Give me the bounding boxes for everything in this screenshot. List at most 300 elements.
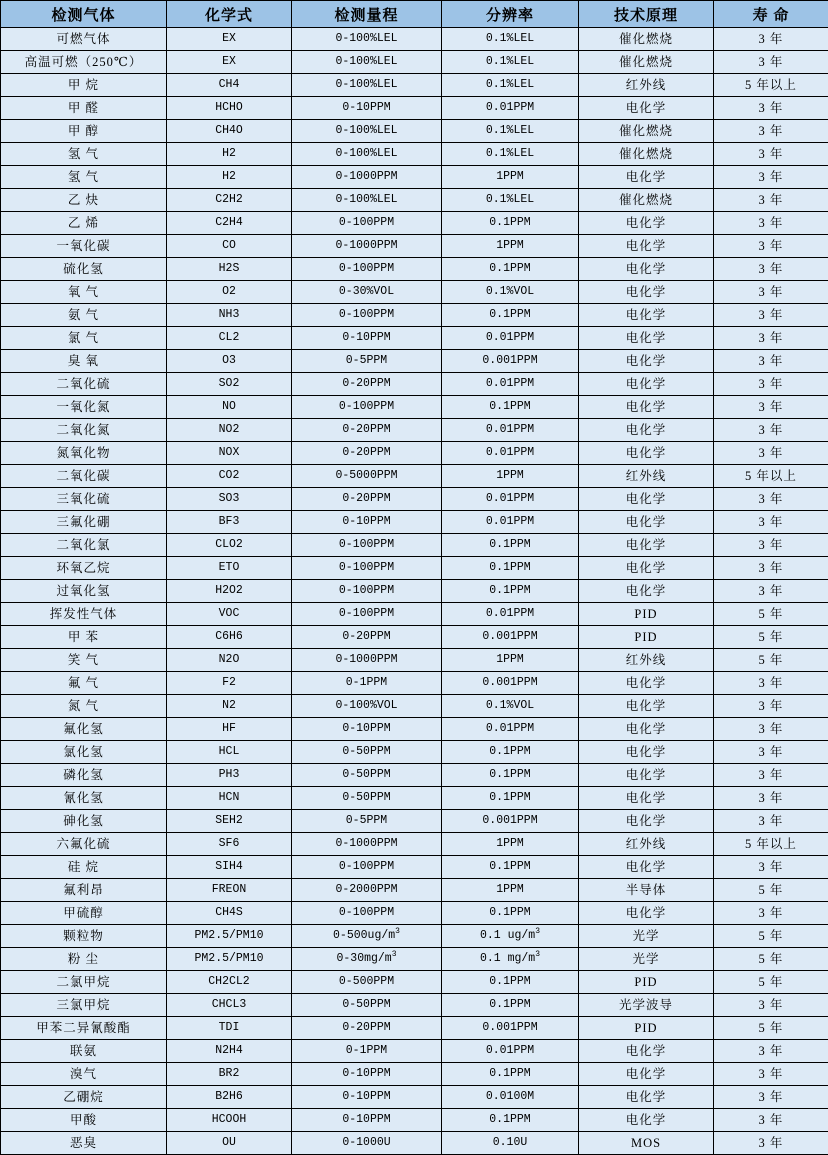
cell-resolution: 0.01PPM: [442, 419, 579, 442]
cell-technology: 电化学: [579, 856, 714, 879]
cell-gas-name: 笑 气: [1, 649, 167, 672]
table-row: [1, 741, 828, 764]
cell-chemical-formula: NH3: [167, 304, 292, 327]
cell-gas-name: 氟化氢: [1, 718, 167, 741]
cell-measuring-range: 0-100%LEL: [292, 74, 442, 97]
cell-technology: PID: [579, 1017, 714, 1040]
cell-gas-name: 三氧化硫: [1, 488, 167, 511]
cell-gas-name: 联氨: [1, 1040, 167, 1063]
cell-chemical-formula: CH4S: [167, 902, 292, 925]
cell-resolution: 0.01PPM: [442, 373, 579, 396]
cell-measuring-range: 0-10PPM: [292, 511, 442, 534]
table-row: [1, 1040, 828, 1063]
cell-lifespan: 3 年: [714, 764, 828, 787]
cell-technology: 电化学: [579, 718, 714, 741]
cell-measuring-range: 0-30%VOL: [292, 281, 442, 304]
cell-measuring-range: 0-20PPM: [292, 626, 442, 649]
cell-gas-name: 砷化氢: [1, 810, 167, 833]
cell-gas-name: 恶臭: [1, 1132, 167, 1155]
cell-gas-name: 臭 氧: [1, 350, 167, 373]
table-row: [1, 580, 828, 603]
cell-measuring-range: 0-20PPM: [292, 488, 442, 511]
cell-resolution: 0.001PPM: [442, 810, 579, 833]
cell-resolution: 0.1%LEL: [442, 189, 579, 212]
cell-chemical-formula: FREON: [167, 879, 292, 902]
cell-chemical-formula: CO: [167, 235, 292, 258]
cell-gas-name: 六氟化硫: [1, 833, 167, 856]
cell-resolution: 1PPM: [442, 649, 579, 672]
cell-resolution: 0.1%VOL: [442, 281, 579, 304]
cell-lifespan: 5 年: [714, 971, 828, 994]
cell-technology: 电化学: [579, 396, 714, 419]
cell-gas-name: 乙 炔: [1, 189, 167, 212]
cell-resolution: 0.1PPM: [442, 1063, 579, 1086]
cell-gas-name: 粉 尘: [1, 948, 167, 971]
cell-chemical-formula: O2: [167, 281, 292, 304]
cell-measuring-range: 0-100%LEL: [292, 143, 442, 166]
table-row: [1, 258, 828, 281]
table-row: [1, 281, 828, 304]
table-row: [1, 396, 828, 419]
cell-lifespan: 3 年: [714, 557, 828, 580]
cell-measuring-range: 0-10PPM: [292, 718, 442, 741]
cell-chemical-formula: NO: [167, 396, 292, 419]
cell-gas-name: 溴气: [1, 1063, 167, 1086]
cell-chemical-formula: CHCL3: [167, 994, 292, 1017]
cell-resolution: 0.1%LEL: [442, 28, 579, 51]
table-row: [1, 925, 828, 948]
cell-measuring-range: 0-5000PPM: [292, 465, 442, 488]
cell-resolution: 0.01PPM: [442, 511, 579, 534]
cell-measuring-range: 0-100PPM: [292, 902, 442, 925]
cell-measuring-range: 0-1000PPM: [292, 649, 442, 672]
cell-chemical-formula: VOC: [167, 603, 292, 626]
cell-technology: 电化学: [579, 810, 714, 833]
cell-gas-name: 二氧化氯: [1, 534, 167, 557]
cell-gas-name: 甲酸: [1, 1109, 167, 1132]
cell-resolution: 0.1 $mg/m^3$: [442, 948, 579, 971]
cell-chemical-formula: H2: [167, 143, 292, 166]
table-row: [1, 810, 828, 833]
cell-measuring-range: 0-100PPM: [292, 557, 442, 580]
cell-chemical-formula: PM2.5/PM10: [167, 925, 292, 948]
cell-measuring-range: 0-5PPM: [292, 810, 442, 833]
cell-resolution: 0.001PPM: [442, 626, 579, 649]
cell-measuring-range: 0-20PPM: [292, 373, 442, 396]
table-row: [1, 350, 828, 373]
cell-lifespan: 3 年: [714, 327, 828, 350]
cell-gas-name: 氨 气: [1, 304, 167, 327]
cell-resolution: 0.1%LEL: [442, 74, 579, 97]
cell-lifespan: 3 年: [714, 396, 828, 419]
cell-lifespan: 3 年: [714, 580, 828, 603]
table-header-row: [1, 1, 828, 28]
cell-chemical-formula: CH2CL2: [167, 971, 292, 994]
cell-measuring-range: 0-100PPM: [292, 603, 442, 626]
cell-technology: 红外线: [579, 649, 714, 672]
cell-gas-name: 颗粒物: [1, 925, 167, 948]
table-row: [1, 304, 828, 327]
cell-lifespan: 3 年: [714, 534, 828, 557]
cell-measuring-range: 0-500PPM: [292, 971, 442, 994]
cell-lifespan: 3 年: [714, 718, 828, 741]
table-row: [1, 833, 828, 856]
cell-resolution: 1PPM: [442, 465, 579, 488]
cell-technology: PID: [579, 971, 714, 994]
cell-resolution: 1PPM: [442, 833, 579, 856]
table-row: [1, 1132, 828, 1155]
cell-technology: 电化学: [579, 764, 714, 787]
cell-lifespan: 3 年: [714, 350, 828, 373]
cell-resolution: 0.1PPM: [442, 1109, 579, 1132]
cell-measuring-range: 0-20PPM: [292, 1017, 442, 1040]
cell-technology: 电化学: [579, 695, 714, 718]
cell-chemical-formula: CO2: [167, 465, 292, 488]
cell-resolution: 0.01PPM: [442, 488, 579, 511]
cell-lifespan: 3 年: [714, 235, 828, 258]
cell-measuring-range: 0-50PPM: [292, 741, 442, 764]
table-row: [1, 994, 828, 1017]
table-row: [1, 212, 828, 235]
cell-measuring-range: 0-50PPM: [292, 994, 442, 1017]
cell-resolution: 0.1PPM: [442, 534, 579, 557]
cell-resolution: 0.1PPM: [442, 856, 579, 879]
table-row: [1, 120, 828, 143]
cell-technology: 电化学: [579, 442, 714, 465]
cell-lifespan: 3 年: [714, 304, 828, 327]
cell-measuring-range: 0-20PPM: [292, 442, 442, 465]
cell-technology: PID: [579, 603, 714, 626]
cell-gas-name: 氰化氢: [1, 787, 167, 810]
cell-resolution: 0.1PPM: [442, 764, 579, 787]
cell-measuring-range: $0-500ug/m^3$: [292, 925, 442, 948]
cell-lifespan: 3 年: [714, 488, 828, 511]
cell-resolution: 0.1PPM: [442, 212, 579, 235]
cell-measuring-range: 0-100PPM: [292, 258, 442, 281]
cell-technology: PID: [579, 626, 714, 649]
table-row: [1, 764, 828, 787]
table-row: [1, 534, 828, 557]
cell-measuring-range: 0-1000U: [292, 1132, 442, 1155]
cell-gas-name: 氮氧化物: [1, 442, 167, 465]
cell-gas-name: 硅 烷: [1, 856, 167, 879]
cell-measuring-range: 0-100PPM: [292, 534, 442, 557]
cell-lifespan: 3 年: [714, 258, 828, 281]
cell-gas-name: 二氧化氮: [1, 419, 167, 442]
cell-resolution: 0.01PPM: [442, 327, 579, 350]
cell-measuring-range: 0-100PPM: [292, 856, 442, 879]
cell-measuring-range: 0-50PPM: [292, 764, 442, 787]
cell-lifespan: 3 年: [714, 1109, 828, 1132]
cell-resolution: 0.001PPM: [442, 672, 579, 695]
cell-measuring-range: 0-10PPM: [292, 1063, 442, 1086]
table-row: [1, 971, 828, 994]
cell-gas-name: 氯 气: [1, 327, 167, 350]
cell-resolution: 0.1%LEL: [442, 51, 579, 74]
cell-chemical-formula: TDI: [167, 1017, 292, 1040]
cell-chemical-formula: NOX: [167, 442, 292, 465]
cell-technology: 电化学: [579, 1063, 714, 1086]
cell-resolution: 0.1PPM: [442, 971, 579, 994]
cell-technology: 催化燃烧: [579, 189, 714, 212]
table-row: [1, 419, 828, 442]
cell-measuring-range: 0-100%LEL: [292, 189, 442, 212]
cell-chemical-formula: EX: [167, 28, 292, 51]
cell-technology: 电化学: [579, 534, 714, 557]
cell-technology: 电化学: [579, 304, 714, 327]
column-header-technology: 技术原理: [579, 1, 714, 28]
cell-lifespan: 3 年: [714, 810, 828, 833]
cell-gas-name: 高温可燃（250℃）: [1, 51, 167, 74]
cell-lifespan: 3 年: [714, 143, 828, 166]
cell-chemical-formula: SIH4: [167, 856, 292, 879]
cell-lifespan: 3 年: [714, 97, 828, 120]
cell-technology: 电化学: [579, 580, 714, 603]
table-row: [1, 626, 828, 649]
cell-resolution: 0.1PPM: [442, 258, 579, 281]
cell-gas-name: 一氧化碳: [1, 235, 167, 258]
cell-chemical-formula: HCOOH: [167, 1109, 292, 1132]
cell-lifespan: 5 年: [714, 1017, 828, 1040]
table-row: [1, 603, 828, 626]
cell-technology: 电化学: [579, 1109, 714, 1132]
cell-lifespan: 3 年: [714, 281, 828, 304]
cell-resolution: 1PPM: [442, 879, 579, 902]
cell-lifespan: 5 年: [714, 948, 828, 971]
cell-chemical-formula: N2O: [167, 649, 292, 672]
cell-lifespan: 3 年: [714, 741, 828, 764]
cell-resolution: 0.01PPM: [442, 1040, 579, 1063]
cell-resolution: 0.0100M: [442, 1086, 579, 1109]
cell-measuring-range: 0-50PPM: [292, 787, 442, 810]
cell-chemical-formula: N2H4: [167, 1040, 292, 1063]
table-row: [1, 672, 828, 695]
column-header-measuring-range: 检测量程: [292, 1, 442, 28]
cell-chemical-formula: BF3: [167, 511, 292, 534]
cell-technology: 电化学: [579, 373, 714, 396]
cell-technology: 光学: [579, 925, 714, 948]
cell-chemical-formula: HF: [167, 718, 292, 741]
cell-technology: 电化学: [579, 557, 714, 580]
cell-gas-name: 可燃气体: [1, 28, 167, 51]
cell-measuring-range: 0-100PPM: [292, 212, 442, 235]
table-row: [1, 442, 828, 465]
cell-gas-name: 环氧乙烷: [1, 557, 167, 580]
cell-technology: MOS: [579, 1132, 714, 1155]
cell-lifespan: 3 年: [714, 1086, 828, 1109]
cell-technology: 催化燃烧: [579, 120, 714, 143]
cell-lifespan: 3 年: [714, 1040, 828, 1063]
cell-lifespan: 3 年: [714, 672, 828, 695]
cell-lifespan: 5 年: [714, 603, 828, 626]
cell-chemical-formula: PM2.5/PM10: [167, 948, 292, 971]
cell-technology: 电化学: [579, 488, 714, 511]
cell-resolution: 1PPM: [442, 166, 579, 189]
table-row: [1, 1109, 828, 1132]
cell-lifespan: 3 年: [714, 373, 828, 396]
cell-chemical-formula: B2H6: [167, 1086, 292, 1109]
cell-resolution: 0.1%VOL: [442, 695, 579, 718]
cell-resolution: 1PPM: [442, 235, 579, 258]
column-header-resolution: 分辨率: [442, 1, 579, 28]
cell-technology: 电化学: [579, 741, 714, 764]
cell-gas-name: 二氧化硫: [1, 373, 167, 396]
cell-technology: 电化学: [579, 97, 714, 120]
cell-chemical-formula: H2S: [167, 258, 292, 281]
cell-measuring-range: 0-100PPM: [292, 304, 442, 327]
table-row: [1, 1086, 828, 1109]
cell-measuring-range: 0-10PPM: [292, 1086, 442, 1109]
cell-lifespan: 3 年: [714, 51, 828, 74]
cell-resolution: 0.1PPM: [442, 902, 579, 925]
table-row: [1, 718, 828, 741]
cell-measuring-range: 0-5PPM: [292, 350, 442, 373]
cell-chemical-formula: PH3: [167, 764, 292, 787]
table-row: [1, 74, 828, 97]
cell-lifespan: 3 年: [714, 189, 828, 212]
cell-lifespan: 3 年: [714, 442, 828, 465]
cell-lifespan: 5 年: [714, 925, 828, 948]
cell-gas-name: 甲硫醇: [1, 902, 167, 925]
cell-gas-name: 三氟化硼: [1, 511, 167, 534]
table-row: [1, 51, 828, 74]
cell-gas-name: 甲苯二异氰酸酯: [1, 1017, 167, 1040]
table-row: [1, 695, 828, 718]
cell-measuring-range: 0-10PPM: [292, 97, 442, 120]
cell-technology: 催化燃烧: [579, 28, 714, 51]
cell-measuring-range: 0-20PPM: [292, 419, 442, 442]
cell-lifespan: 5 年以上: [714, 833, 828, 856]
cell-gas-name: 甲 醇: [1, 120, 167, 143]
table-row: [1, 511, 828, 534]
cell-chemical-formula: BR2: [167, 1063, 292, 1086]
cell-resolution: 0.001PPM: [442, 1017, 579, 1040]
cell-lifespan: 3 年: [714, 787, 828, 810]
table-row: [1, 28, 828, 51]
cell-chemical-formula: ETO: [167, 557, 292, 580]
cell-lifespan: 5 年以上: [714, 74, 828, 97]
cell-chemical-formula: SEH2: [167, 810, 292, 833]
cell-lifespan: 3 年: [714, 419, 828, 442]
cell-chemical-formula: N2: [167, 695, 292, 718]
cell-technology: 电化学: [579, 787, 714, 810]
cell-measuring-range: 0-1000PPM: [292, 833, 442, 856]
cell-chemical-formula: O3: [167, 350, 292, 373]
cell-chemical-formula: CL2: [167, 327, 292, 350]
cell-chemical-formula: F2: [167, 672, 292, 695]
cell-chemical-formula: H2O2: [167, 580, 292, 603]
table-row: [1, 1063, 828, 1086]
cell-measuring-range: 0-1000PPM: [292, 166, 442, 189]
cell-technology: 电化学: [579, 350, 714, 373]
cell-gas-name: 甲 醛: [1, 97, 167, 120]
cell-lifespan: 3 年: [714, 695, 828, 718]
cell-lifespan: 5 年: [714, 649, 828, 672]
cell-gas-name: 二氯甲烷: [1, 971, 167, 994]
cell-gas-name: 氢 气: [1, 166, 167, 189]
table-row: [1, 143, 828, 166]
cell-measuring-range: 0-100%LEL: [292, 51, 442, 74]
table-row: [1, 557, 828, 580]
cell-chemical-formula: CH4: [167, 74, 292, 97]
cell-technology: 红外线: [579, 833, 714, 856]
cell-lifespan: 5 年: [714, 626, 828, 649]
cell-lifespan: 5 年以上: [714, 465, 828, 488]
cell-chemical-formula: HCHO: [167, 97, 292, 120]
cell-technology: 电化学: [579, 327, 714, 350]
cell-resolution: 0.1%LEL: [442, 143, 579, 166]
cell-technology: 光学波导: [579, 994, 714, 1017]
cell-chemical-formula: CLO2: [167, 534, 292, 557]
cell-technology: 光学: [579, 948, 714, 971]
cell-resolution: 0.1PPM: [442, 396, 579, 419]
cell-resolution: 0.1PPM: [442, 580, 579, 603]
cell-gas-name: 挥发性气体: [1, 603, 167, 626]
cell-resolution: 0.1PPM: [442, 557, 579, 580]
cell-lifespan: 3 年: [714, 212, 828, 235]
cell-measuring-range: 0-10PPM: [292, 327, 442, 350]
table-row: [1, 235, 828, 258]
cell-measuring-range: 0-2000PPM: [292, 879, 442, 902]
cell-lifespan: 3 年: [714, 120, 828, 143]
cell-lifespan: 3 年: [714, 856, 828, 879]
cell-resolution: 0.01PPM: [442, 718, 579, 741]
table-row: [1, 879, 828, 902]
cell-chemical-formula: C2H4: [167, 212, 292, 235]
cell-technology: 电化学: [579, 258, 714, 281]
cell-measuring-range: 0-1PPM: [292, 672, 442, 695]
cell-resolution: 0.1 $ug/m^3$: [442, 925, 579, 948]
cell-measuring-range: 0-100%LEL: [292, 28, 442, 51]
cell-resolution: 0.1PPM: [442, 994, 579, 1017]
cell-lifespan: 3 年: [714, 902, 828, 925]
cell-chemical-formula: H2: [167, 166, 292, 189]
table-row: [1, 948, 828, 971]
cell-technology: 红外线: [579, 465, 714, 488]
cell-resolution: 0.01PPM: [442, 442, 579, 465]
cell-technology: 电化学: [579, 281, 714, 304]
cell-chemical-formula: OU: [167, 1132, 292, 1155]
table-row: [1, 189, 828, 212]
table-header: [1, 1, 828, 28]
cell-chemical-formula: EX: [167, 51, 292, 74]
cell-gas-name: 一氧化氮: [1, 396, 167, 419]
cell-gas-name: 氢 气: [1, 143, 167, 166]
cell-measuring-range: 0-10PPM: [292, 1109, 442, 1132]
cell-lifespan: 3 年: [714, 1063, 828, 1086]
cell-measuring-range: $0-30mg/m^3$: [292, 948, 442, 971]
cell-resolution: 0.1PPM: [442, 741, 579, 764]
cell-gas-name: 甲 苯: [1, 626, 167, 649]
cell-gas-name: 氯化氢: [1, 741, 167, 764]
cell-resolution: 0.1PPM: [442, 304, 579, 327]
cell-gas-name: 三氯甲烷: [1, 994, 167, 1017]
cell-lifespan: 3 年: [714, 166, 828, 189]
table-row: [1, 856, 828, 879]
cell-measuring-range: 0-100%LEL: [292, 120, 442, 143]
cell-technology: 电化学: [579, 1086, 714, 1109]
cell-chemical-formula: SO2: [167, 373, 292, 396]
cell-resolution: 0.1%LEL: [442, 120, 579, 143]
table-body: [1, 28, 828, 1155]
cell-technology: 催化燃烧: [579, 143, 714, 166]
cell-measuring-range: 0-1000PPM: [292, 235, 442, 258]
cell-chemical-formula: HCN: [167, 787, 292, 810]
table-row: [1, 902, 828, 925]
cell-resolution: 0.001PPM: [442, 350, 579, 373]
table-row: [1, 488, 828, 511]
cell-technology: 电化学: [579, 902, 714, 925]
